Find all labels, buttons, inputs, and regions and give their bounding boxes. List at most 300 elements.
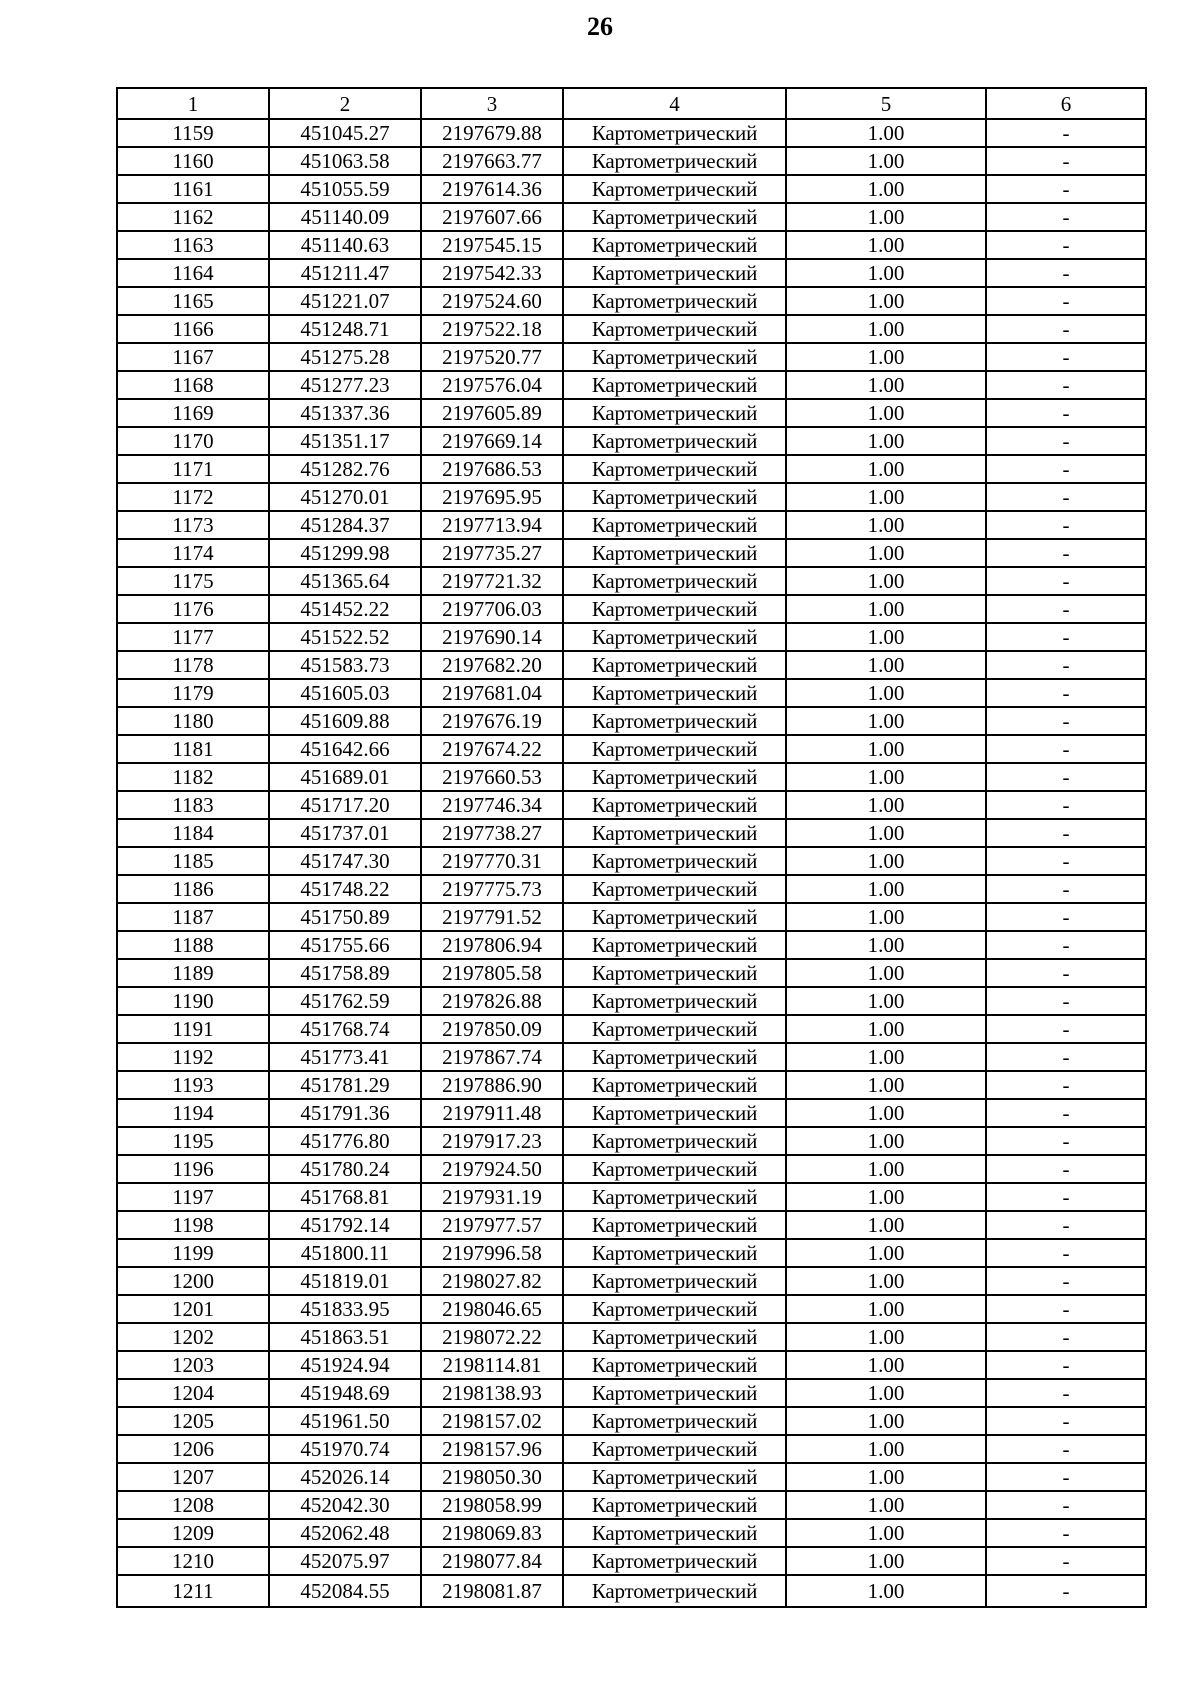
table-row (117, 1155, 1146, 1183)
x-coordinate-cell: 451277.23 (269, 371, 421, 399)
x-coordinate-cell: 452026.14 (269, 1463, 421, 1491)
accuracy-cell: 1.00 (786, 1547, 986, 1575)
x-coordinate-cell: 451642.66 (269, 735, 421, 763)
note-cell: - (986, 1043, 1146, 1071)
note-cell: - (986, 875, 1146, 903)
method-cell: Картометрический (563, 987, 786, 1015)
y-coordinate-cell: 2198114.81 (421, 1351, 563, 1379)
coordinates-table (116, 87, 1147, 1608)
table-row (117, 231, 1146, 259)
note-cell: - (986, 175, 1146, 203)
point-number-cell: 1174 (117, 539, 269, 567)
note-cell: - (986, 539, 1146, 567)
note-cell: - (986, 147, 1146, 175)
point-number-cell: 1187 (117, 903, 269, 931)
accuracy-cell: 1.00 (786, 1575, 986, 1607)
method-cell: Картометрический (563, 1099, 786, 1127)
x-coordinate-cell: 451800.11 (269, 1239, 421, 1267)
accuracy-cell: 1.00 (786, 371, 986, 399)
x-coordinate-cell: 451337.36 (269, 399, 421, 427)
x-coordinate-cell: 451282.76 (269, 455, 421, 483)
note-cell: - (986, 287, 1146, 315)
accuracy-cell: 1.00 (786, 147, 986, 175)
table-row (117, 175, 1146, 203)
point-number-cell: 1192 (117, 1043, 269, 1071)
table-row (117, 1071, 1146, 1099)
point-number-cell: 1168 (117, 371, 269, 399)
x-coordinate-cell: 451924.94 (269, 1351, 421, 1379)
table-row (117, 595, 1146, 623)
accuracy-cell: 1.00 (786, 595, 986, 623)
x-coordinate-cell: 451299.98 (269, 539, 421, 567)
note-cell: - (986, 959, 1146, 987)
method-cell: Картометрический (563, 175, 786, 203)
table-row (117, 1575, 1146, 1607)
x-coordinate-cell: 452062.48 (269, 1519, 421, 1547)
accuracy-cell: 1.00 (786, 1379, 986, 1407)
accuracy-cell: 1.00 (786, 539, 986, 567)
note-cell: - (986, 455, 1146, 483)
x-coordinate-cell: 451583.73 (269, 651, 421, 679)
point-number-cell: 1185 (117, 847, 269, 875)
y-coordinate-cell: 2197977.57 (421, 1211, 563, 1239)
method-cell: Картометрический (563, 903, 786, 931)
y-coordinate-cell: 2197826.88 (421, 987, 563, 1015)
accuracy-cell: 1.00 (786, 203, 986, 231)
accuracy-cell: 1.00 (786, 119, 986, 147)
note-cell: - (986, 259, 1146, 287)
point-number-cell: 1183 (117, 791, 269, 819)
note-cell: - (986, 203, 1146, 231)
point-number-cell: 1173 (117, 511, 269, 539)
x-coordinate-cell: 451351.17 (269, 427, 421, 455)
x-coordinate-cell: 451140.09 (269, 203, 421, 231)
accuracy-cell: 1.00 (786, 511, 986, 539)
note-cell: - (986, 987, 1146, 1015)
y-coordinate-cell: 2197713.94 (421, 511, 563, 539)
point-number-cell: 1167 (117, 343, 269, 371)
point-number-cell: 1186 (117, 875, 269, 903)
point-number-cell: 1197 (117, 1183, 269, 1211)
accuracy-cell: 1.00 (786, 1351, 986, 1379)
point-number-cell: 1211 (117, 1575, 269, 1607)
point-number-cell: 1162 (117, 203, 269, 231)
column-header-5: 5 (786, 88, 986, 119)
y-coordinate-cell: 2197886.90 (421, 1071, 563, 1099)
point-number-cell: 1166 (117, 315, 269, 343)
table-row (117, 763, 1146, 791)
method-cell: Картометрический (563, 1071, 786, 1099)
x-coordinate-cell: 451522.52 (269, 623, 421, 651)
method-cell: Картометрический (563, 399, 786, 427)
x-coordinate-cell: 452042.30 (269, 1491, 421, 1519)
note-cell: - (986, 735, 1146, 763)
accuracy-cell: 1.00 (786, 875, 986, 903)
method-cell: Картометрический (563, 1435, 786, 1463)
y-coordinate-cell: 2197806.94 (421, 931, 563, 959)
x-coordinate-cell: 451609.88 (269, 707, 421, 735)
method-cell: Картометрический (563, 1575, 786, 1607)
accuracy-cell: 1.00 (786, 1071, 986, 1099)
note-cell: - (986, 1071, 1146, 1099)
column-header-3: 3 (421, 88, 563, 119)
x-coordinate-cell: 451791.36 (269, 1099, 421, 1127)
x-coordinate-cell: 451755.66 (269, 931, 421, 959)
y-coordinate-cell: 2198027.82 (421, 1267, 563, 1295)
accuracy-cell: 1.00 (786, 1183, 986, 1211)
x-coordinate-cell: 451776.80 (269, 1127, 421, 1155)
note-cell: - (986, 1015, 1146, 1043)
y-coordinate-cell: 2197545.15 (421, 231, 563, 259)
method-cell: Картометрический (563, 203, 786, 231)
y-coordinate-cell: 2197676.19 (421, 707, 563, 735)
note-cell: - (986, 119, 1146, 147)
y-coordinate-cell: 2198069.83 (421, 1519, 563, 1547)
accuracy-cell: 1.00 (786, 1043, 986, 1071)
point-number-cell: 1164 (117, 259, 269, 287)
table-row (117, 1127, 1146, 1155)
method-cell: Картометрический (563, 819, 786, 847)
method-cell: Картометрический (563, 147, 786, 175)
y-coordinate-cell: 2197607.66 (421, 203, 563, 231)
accuracy-cell: 1.00 (786, 1239, 986, 1267)
x-coordinate-cell: 451781.29 (269, 1071, 421, 1099)
table-row (117, 203, 1146, 231)
note-cell: - (986, 1239, 1146, 1267)
table-row (117, 1295, 1146, 1323)
y-coordinate-cell: 2197695.95 (421, 483, 563, 511)
point-number-cell: 1176 (117, 595, 269, 623)
x-coordinate-cell: 451717.20 (269, 791, 421, 819)
x-coordinate-cell: 451045.27 (269, 119, 421, 147)
point-number-cell: 1191 (117, 1015, 269, 1043)
method-cell: Картометрический (563, 1127, 786, 1155)
y-coordinate-cell: 2197805.58 (421, 959, 563, 987)
table-row (117, 1379, 1146, 1407)
column-header-1: 1 (117, 88, 269, 119)
note-cell: - (986, 1379, 1146, 1407)
note-cell: - (986, 1155, 1146, 1183)
accuracy-cell: 1.00 (786, 343, 986, 371)
y-coordinate-cell: 2197522.18 (421, 315, 563, 343)
table-row (117, 259, 1146, 287)
accuracy-cell: 1.00 (786, 427, 986, 455)
y-coordinate-cell: 2197686.53 (421, 455, 563, 483)
table-row (117, 371, 1146, 399)
y-coordinate-cell: 2198138.93 (421, 1379, 563, 1407)
y-coordinate-cell: 2198157.02 (421, 1407, 563, 1435)
accuracy-cell: 1.00 (786, 483, 986, 511)
accuracy-cell: 1.00 (786, 287, 986, 315)
point-number-cell: 1175 (117, 567, 269, 595)
page-number: 26 (587, 12, 613, 41)
y-coordinate-cell: 2197679.88 (421, 119, 563, 147)
method-cell: Картометрический (563, 119, 786, 147)
column-header-6: 6 (986, 88, 1146, 119)
point-number-cell: 1188 (117, 931, 269, 959)
table-row (117, 1183, 1146, 1211)
method-cell: Картометрический (563, 847, 786, 875)
point-number-cell: 1206 (117, 1435, 269, 1463)
point-number-cell: 1190 (117, 987, 269, 1015)
table-row (117, 875, 1146, 903)
x-coordinate-cell: 451737.01 (269, 819, 421, 847)
x-coordinate-cell: 451863.51 (269, 1323, 421, 1351)
method-cell: Картометрический (563, 567, 786, 595)
point-number-cell: 1199 (117, 1239, 269, 1267)
method-cell: Картометрический (563, 1379, 786, 1407)
point-number-cell: 1196 (117, 1155, 269, 1183)
x-coordinate-cell: 451948.69 (269, 1379, 421, 1407)
y-coordinate-cell: 2197524.60 (421, 287, 563, 315)
point-number-cell: 1172 (117, 483, 269, 511)
method-cell: Картометрический (563, 931, 786, 959)
method-cell: Картометрический (563, 679, 786, 707)
table-row (117, 1211, 1146, 1239)
y-coordinate-cell: 2197690.14 (421, 623, 563, 651)
y-coordinate-cell: 2197924.50 (421, 1155, 563, 1183)
method-cell: Картометрический (563, 735, 786, 763)
note-cell: - (986, 1463, 1146, 1491)
note-cell: - (986, 903, 1146, 931)
accuracy-cell: 1.00 (786, 455, 986, 483)
table-row (117, 1015, 1146, 1043)
accuracy-cell: 1.00 (786, 819, 986, 847)
method-cell: Картометрический (563, 1323, 786, 1351)
method-cell: Картометрический (563, 259, 786, 287)
method-cell: Картометрический (563, 371, 786, 399)
method-cell: Картометрический (563, 1267, 786, 1295)
accuracy-cell: 1.00 (786, 1519, 986, 1547)
point-number-cell: 1184 (117, 819, 269, 847)
accuracy-cell: 1.00 (786, 1211, 986, 1239)
point-number-cell: 1178 (117, 651, 269, 679)
method-cell: Картометрический (563, 455, 786, 483)
note-cell: - (986, 1519, 1146, 1547)
x-coordinate-cell: 451970.74 (269, 1435, 421, 1463)
accuracy-cell: 1.00 (786, 1295, 986, 1323)
point-number-cell: 1170 (117, 427, 269, 455)
table-row (117, 1267, 1146, 1295)
x-coordinate-cell: 451762.59 (269, 987, 421, 1015)
x-coordinate-cell: 451605.03 (269, 679, 421, 707)
x-coordinate-cell: 451961.50 (269, 1407, 421, 1435)
method-cell: Картометрический (563, 315, 786, 343)
y-coordinate-cell: 2197850.09 (421, 1015, 563, 1043)
note-cell: - (986, 1183, 1146, 1211)
table-row (117, 511, 1146, 539)
x-coordinate-cell: 451221.07 (269, 287, 421, 315)
y-coordinate-cell: 2197911.48 (421, 1099, 563, 1127)
note-cell: - (986, 819, 1146, 847)
point-number-cell: 1195 (117, 1127, 269, 1155)
accuracy-cell: 1.00 (786, 259, 986, 287)
method-cell: Картометрический (563, 539, 786, 567)
note-cell: - (986, 343, 1146, 371)
table-row (117, 931, 1146, 959)
y-coordinate-cell: 2197520.77 (421, 343, 563, 371)
accuracy-cell: 1.00 (786, 567, 986, 595)
table-row (117, 287, 1146, 315)
method-cell: Картометрический (563, 483, 786, 511)
x-coordinate-cell: 451773.41 (269, 1043, 421, 1071)
note-cell: - (986, 931, 1146, 959)
y-coordinate-cell: 2198058.99 (421, 1491, 563, 1519)
table-row (117, 1407, 1146, 1435)
note-cell: - (986, 231, 1146, 259)
x-coordinate-cell: 451758.89 (269, 959, 421, 987)
note-cell: - (986, 483, 1146, 511)
accuracy-cell: 1.00 (786, 931, 986, 959)
accuracy-cell: 1.00 (786, 847, 986, 875)
point-number-cell: 1163 (117, 231, 269, 259)
x-coordinate-cell: 451275.28 (269, 343, 421, 371)
accuracy-cell: 1.00 (786, 1267, 986, 1295)
point-number-cell: 1169 (117, 399, 269, 427)
point-number-cell: 1198 (117, 1211, 269, 1239)
y-coordinate-cell: 2197996.58 (421, 1239, 563, 1267)
x-coordinate-cell: 451748.22 (269, 875, 421, 903)
table-row (117, 847, 1146, 875)
note-cell: - (986, 1491, 1146, 1519)
note-cell: - (986, 623, 1146, 651)
y-coordinate-cell: 2197791.52 (421, 903, 563, 931)
x-coordinate-cell: 451284.37 (269, 511, 421, 539)
method-cell: Картометрический (563, 231, 786, 259)
table-row (117, 1491, 1146, 1519)
y-coordinate-cell: 2198050.30 (421, 1463, 563, 1491)
point-number-cell: 1210 (117, 1547, 269, 1575)
y-coordinate-cell: 2197576.04 (421, 371, 563, 399)
column-header-2: 2 (269, 88, 421, 119)
table-row (117, 623, 1146, 651)
point-number-cell: 1179 (117, 679, 269, 707)
x-coordinate-cell: 451063.58 (269, 147, 421, 175)
table-row (117, 735, 1146, 763)
note-cell: - (986, 1127, 1146, 1155)
note-cell: - (986, 651, 1146, 679)
note-cell: - (986, 511, 1146, 539)
table-row (117, 1547, 1146, 1575)
note-cell: - (986, 791, 1146, 819)
method-cell: Картометрический (563, 1183, 786, 1211)
table-row (117, 567, 1146, 595)
table-row (117, 483, 1146, 511)
point-number-cell: 1203 (117, 1351, 269, 1379)
table-row (117, 819, 1146, 847)
table-row (117, 959, 1146, 987)
table-row (117, 147, 1146, 175)
method-cell: Картометрический (563, 1239, 786, 1267)
method-cell: Картометрический (563, 595, 786, 623)
accuracy-cell: 1.00 (786, 231, 986, 259)
table-row (117, 455, 1146, 483)
table-row (117, 1323, 1146, 1351)
accuracy-cell: 1.00 (786, 315, 986, 343)
note-cell: - (986, 763, 1146, 791)
table-header (117, 88, 1146, 119)
x-coordinate-cell: 451248.71 (269, 315, 421, 343)
y-coordinate-cell: 2197721.32 (421, 567, 563, 595)
note-cell: - (986, 371, 1146, 399)
y-coordinate-cell: 2198157.96 (421, 1435, 563, 1463)
note-cell: - (986, 679, 1146, 707)
x-coordinate-cell: 451270.01 (269, 483, 421, 511)
note-cell: - (986, 399, 1146, 427)
method-cell: Картометрический (563, 1463, 786, 1491)
method-cell: Картометрический (563, 1519, 786, 1547)
x-coordinate-cell: 452084.55 (269, 1575, 421, 1607)
table-row (117, 1463, 1146, 1491)
table-row (117, 1239, 1146, 1267)
note-cell: - (986, 595, 1146, 623)
note-cell: - (986, 1099, 1146, 1127)
accuracy-cell: 1.00 (786, 707, 986, 735)
x-coordinate-cell: 451747.30 (269, 847, 421, 875)
y-coordinate-cell: 2198077.84 (421, 1547, 563, 1575)
point-number-cell: 1200 (117, 1267, 269, 1295)
accuracy-cell: 1.00 (786, 791, 986, 819)
method-cell: Картометрический (563, 651, 786, 679)
point-number-cell: 1159 (117, 119, 269, 147)
method-cell: Картометрический (563, 1155, 786, 1183)
note-cell: - (986, 1407, 1146, 1435)
point-number-cell: 1207 (117, 1463, 269, 1491)
accuracy-cell: 1.00 (786, 679, 986, 707)
point-number-cell: 1193 (117, 1071, 269, 1099)
x-coordinate-cell: 451365.64 (269, 567, 421, 595)
note-cell: - (986, 1295, 1146, 1323)
method-cell: Картометрический (563, 1043, 786, 1071)
point-number-cell: 1194 (117, 1099, 269, 1127)
point-number-cell: 1208 (117, 1491, 269, 1519)
accuracy-cell: 1.00 (786, 903, 986, 931)
point-number-cell: 1189 (117, 959, 269, 987)
table-row (117, 651, 1146, 679)
accuracy-cell: 1.00 (786, 1127, 986, 1155)
y-coordinate-cell: 2197542.33 (421, 259, 563, 287)
point-number-cell: 1202 (117, 1323, 269, 1351)
note-cell: - (986, 427, 1146, 455)
y-coordinate-cell: 2197931.19 (421, 1183, 563, 1211)
method-cell: Картометрический (563, 623, 786, 651)
method-cell: Картометрический (563, 343, 786, 371)
table-row (117, 707, 1146, 735)
x-coordinate-cell: 451780.24 (269, 1155, 421, 1183)
note-cell: - (986, 1435, 1146, 1463)
y-coordinate-cell: 2198072.22 (421, 1323, 563, 1351)
method-cell: Картометрический (563, 1351, 786, 1379)
y-coordinate-cell: 2197663.77 (421, 147, 563, 175)
y-coordinate-cell: 2197674.22 (421, 735, 563, 763)
point-number-cell: 1171 (117, 455, 269, 483)
x-coordinate-cell: 452075.97 (269, 1547, 421, 1575)
x-coordinate-cell: 451792.14 (269, 1211, 421, 1239)
table-row (117, 1099, 1146, 1127)
method-cell: Картометрический (563, 959, 786, 987)
method-cell: Картометрический (563, 1407, 786, 1435)
y-coordinate-cell: 2197867.74 (421, 1043, 563, 1071)
method-cell: Картометрический (563, 1295, 786, 1323)
table-row (117, 1043, 1146, 1071)
accuracy-cell: 1.00 (786, 651, 986, 679)
point-number-cell: 1182 (117, 763, 269, 791)
method-cell: Картометрический (563, 707, 786, 735)
table-row (117, 399, 1146, 427)
header-row (117, 88, 1146, 119)
table-row (117, 315, 1146, 343)
point-number-cell: 1180 (117, 707, 269, 735)
